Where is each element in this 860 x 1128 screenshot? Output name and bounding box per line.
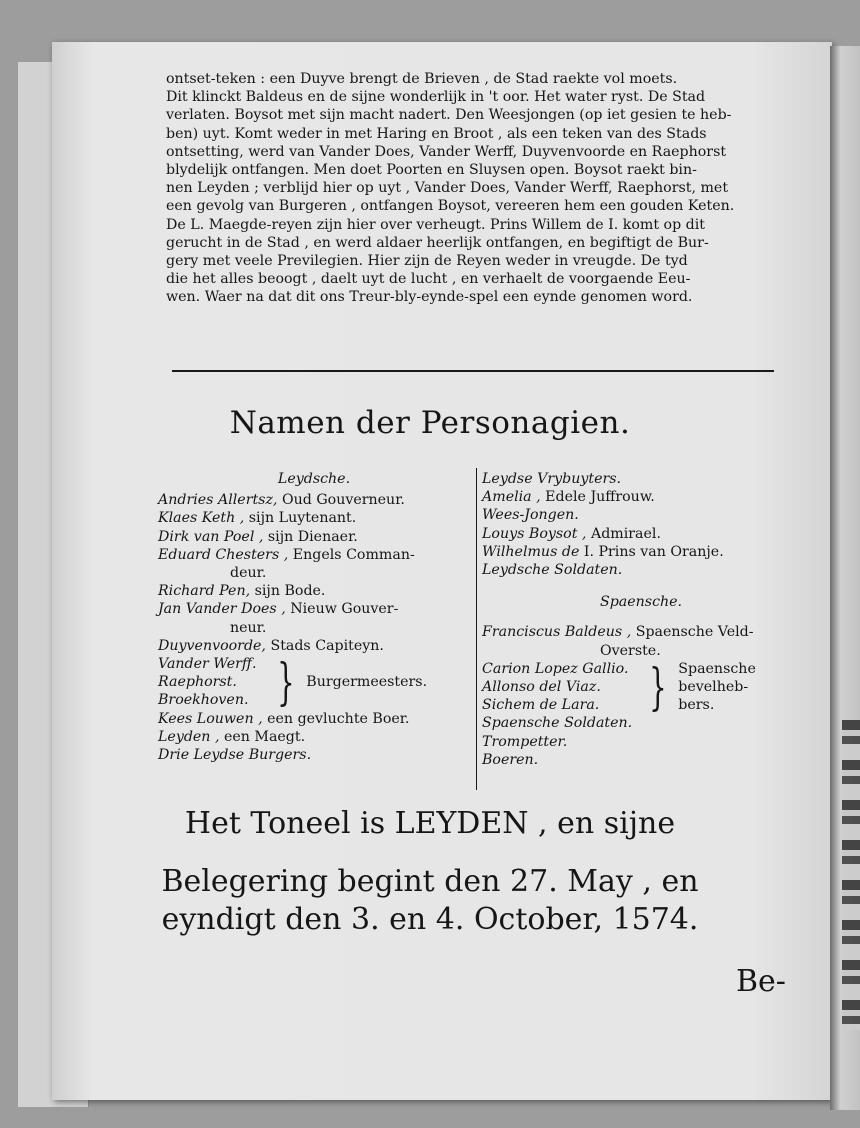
cast-name: Spaensche Soldaten. <box>482 715 633 732</box>
cast-name: Andries Allertsz, <box>158 492 278 509</box>
cast-name: Klaes Keth , <box>158 510 245 527</box>
cast-entry <box>482 733 802 751</box>
cast-role: Engels Comman- <box>292 546 415 563</box>
cast-name: Leydsche Soldaten. <box>482 562 623 579</box>
cast-name: Franciscus Baldeus , <box>482 624 632 641</box>
cast-role: een Maegt. <box>223 728 306 745</box>
cast-name: Wilhelmus de <box>482 543 580 560</box>
brace-glyph: } <box>649 658 668 717</box>
cast-entry <box>482 470 802 488</box>
cast-entry <box>482 714 802 732</box>
section-divider <box>172 370 774 372</box>
group-label-line: bers. <box>678 697 715 714</box>
narrative-line: gerucht in de Stad , en werd aldaer heerlijk ontfangen, en begiftigt de Bur- <box>166 234 709 251</box>
cast-name: Dirk van Poel , <box>158 528 264 545</box>
cast-name: Carion Lopez Gallio. <box>482 660 629 677</box>
narrative-line: Dit klinckt Baldeus en de sijne wonderlijk in 't oor. Het water ryst. De Stad <box>166 89 706 106</box>
cast-name: Richard Pen, <box>158 583 251 600</box>
group-label-line: Spaensche <box>678 660 756 677</box>
cast-name: Boeren. <box>482 751 539 768</box>
catchword: Be- <box>736 964 786 999</box>
right-cast-column <box>482 470 802 769</box>
scene-statement-line: eyndigt den 3. en 4. October, 1574. <box>161 902 699 937</box>
cast-entry <box>158 509 470 527</box>
group-names <box>482 660 628 715</box>
bevelhebbers-group <box>482 660 802 715</box>
cast-name: Drie Leydse Burgers. <box>158 747 312 764</box>
narrative-line: ben) uyt. Komt weder in met Haring en Broot , als een teken van des Stads <box>166 125 707 142</box>
cast-role: een gevluchte Boer. <box>267 710 410 727</box>
cast-entry <box>482 525 802 543</box>
cast-role: Spaensche Veld- <box>635 624 754 641</box>
cast-entry <box>158 528 470 546</box>
column-heading: Leydsche. <box>277 471 351 487</box>
scene-statement-line: Belegering begint den 27. May , en <box>161 864 699 899</box>
brace-glyph: } <box>277 653 296 712</box>
cast-role: Stads Capiteyn. <box>270 637 384 654</box>
cast-entry <box>158 710 470 728</box>
cast-name: Broekhoven. <box>158 692 249 709</box>
narrative-line: nen Leyden ; verblijd hier op uyt , Vander Does, Vander Werff, Raephorst, met <box>166 180 729 197</box>
group-label <box>678 660 756 715</box>
cast-name: Leyden , <box>158 728 220 745</box>
cast-entry <box>158 600 470 618</box>
cast-role: I. Prins van Oranje. <box>583 543 724 560</box>
cast-entry <box>482 488 802 506</box>
narrative-line: een gevolg van Burgeren , ontfangen Boysot, vereeren hem een gouden Keten. <box>166 198 735 215</box>
cast-role-continuation: neur. <box>230 619 267 636</box>
cast-entry <box>158 491 470 509</box>
cast-role: sijn Dienaer. <box>267 528 358 545</box>
cast-entry <box>482 623 802 641</box>
cast-name: Vander Werff. <box>158 656 257 673</box>
scene-statement-line: Het Toneel is LEYDEN , en sijne <box>184 806 676 841</box>
narrative-line: wen. Waer na dat dit ons Treur-bly-eynde-spel een eynde genomen word. <box>166 289 693 306</box>
group-label-line: bevelheb- <box>678 679 749 696</box>
column-divider <box>476 468 477 790</box>
cast-role: Nieuw Gouver- <box>290 601 399 618</box>
cast-name: Amelia , <box>482 489 541 506</box>
narrative-line: ontset-teken : een Duyve brengt de Brieven , de Stad raekte vol moets. <box>166 71 678 87</box>
cast-role: Oud Gouverneur. <box>281 492 405 509</box>
narrative-line: blydelijk ontfangen. Men doet Poorten en Sluysen open. Boysot raekt bin- <box>166 162 697 179</box>
burgermeesters-group <box>158 655 470 710</box>
narrative-line: gery met veele Previlegien. Hier zijn de Reyen weder in vreugde. De tyd <box>166 253 688 270</box>
narrative-line: verlaten. Boysot met sijn macht nadert. Den Weesjongen (op iet gesien te heb- <box>166 107 732 124</box>
cast-name: Louys Boysot , <box>482 525 587 542</box>
cast-entry <box>158 546 470 564</box>
cast-role: Admirael. <box>590 525 661 542</box>
cast-name: Leydse Vrybuyters. <box>482 471 622 487</box>
cast-entry <box>158 746 470 764</box>
cast-role: Edele Juffrouw. <box>545 489 655 506</box>
narrative-paragraph <box>166 70 808 307</box>
cast-name: Duyvenvoorde, <box>158 637 266 654</box>
cast-entry <box>158 637 470 655</box>
cast-name: Jan Vander Does , <box>158 601 286 618</box>
cast-entry <box>158 728 470 746</box>
cast-role: sijn Bode. <box>254 583 326 600</box>
cast-role: sijn Luytenant. <box>248 510 357 527</box>
cast-name: Raephorst. <box>158 674 237 691</box>
cast-entry <box>482 561 802 579</box>
cast-name: Sichem de Lara. <box>482 697 600 714</box>
cast-role-continuation: deur. <box>230 565 267 582</box>
cast-name: Trompetter. <box>482 733 568 750</box>
narrative-line: De L. Maegde-reyen zijn hier over verheugt. Prins Willem de I. komt op dit <box>166 216 705 233</box>
cast-role-continuation: Overste. <box>600 642 661 659</box>
page-title: Namen der Personagien. <box>229 405 631 441</box>
narrative-line: ontsetting, werd van Vander Does, Vander Werff, Duyvenvoorde en Raephorst <box>166 143 727 160</box>
group-names <box>158 655 256 710</box>
column-heading: Spaensche. <box>600 594 683 611</box>
cast-entry <box>482 506 802 524</box>
cast-entry <box>158 582 470 600</box>
cast-name: Allonso del Viaz. <box>482 679 601 696</box>
cast-name: Kees Louwen , <box>158 710 263 727</box>
cast-entry <box>482 751 802 769</box>
leydsche-cast-column <box>158 470 470 764</box>
cast-name: Wees-Jongen. <box>482 507 579 524</box>
cast-entry <box>482 543 802 561</box>
cast-name: Eduard Chesters , <box>158 546 289 563</box>
narrative-line: die het alles beoogt , daelt uyt de lucht , en verhaelt de voorgaende Eeu- <box>166 271 691 288</box>
group-label: Burgermeesters. <box>306 674 428 691</box>
